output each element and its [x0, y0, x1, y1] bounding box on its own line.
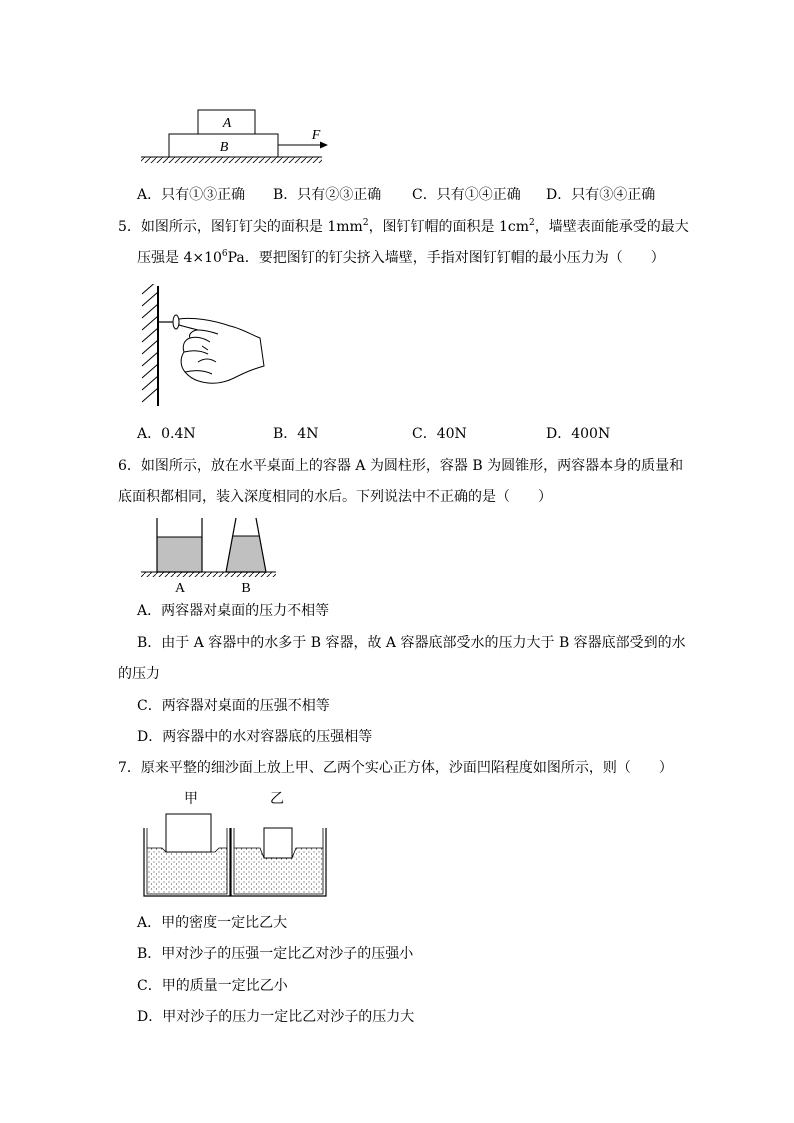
container-a-label: A [174, 581, 186, 596]
q4-option-a: A．只有①③正确 [137, 187, 246, 203]
q5-exponent: 6 [221, 249, 228, 259]
q5-stem-line1 [118, 217, 689, 237]
q6-option-c: C．两容器对桌面的压强不相等 [137, 698, 330, 714]
q7-option-c: C．甲的质量一定比乙小 [137, 978, 288, 994]
q5-option-a: A．0.4N [137, 426, 196, 442]
force-label: F [311, 128, 321, 143]
q4-option-d: D．只有③④正确 [546, 187, 656, 203]
q4-option-c: C．只有①④正确 [412, 187, 521, 203]
hand-drawing [179, 318, 264, 383]
table-hatch [141, 572, 276, 577]
cube-jia [166, 814, 211, 852]
q5-text: 压强是 4×10 [137, 250, 222, 266]
q5-text: Pa．要把图钉的钉尖挤入墙壁，手指对图钉钉帽的最小压力为（ ） [227, 250, 665, 266]
container-b-label: B [241, 581, 251, 596]
q6-option-d: D．两容器中的水对容器底的压强相等 [137, 729, 373, 745]
q5-exponent: 2 [529, 218, 535, 228]
q6-option-a: A．两容器对桌面的压力不相等 [137, 603, 330, 619]
cube-yi [264, 828, 292, 858]
q5-text: ，墙壁表面能承受的最大 [534, 219, 689, 235]
block-b-label: B [219, 140, 229, 155]
pin-head [173, 315, 179, 329]
container-a-water [157, 537, 202, 572]
q5-option-b: B．4N [273, 426, 319, 442]
blocks-force-figure [138, 104, 334, 170]
ground-hatch [141, 157, 322, 163]
block-a-label: A [222, 116, 232, 131]
cube-yi-label: 乙 [270, 791, 284, 807]
q4-option-b: B．只有②③正确 [273, 187, 382, 203]
q6-stem-line1: 6．如图所示，放在水平桌面上的容器 A 为圆柱形，容器 B 为圆锥形，两容器本身的质量和 [118, 458, 684, 474]
q7-option-b: B．甲对沙子的压强一定比乙对沙子的压强小 [137, 946, 414, 962]
wall-hatch [142, 284, 158, 402]
q7-stem-line1: 7．原来平整的细沙面上放上甲、乙两个实心正方体，沙面凹陷程度如图所示，则（ ） [118, 760, 673, 776]
q6-option-b-line1: B．由于 A 容器中的水多于 B 容器，故 A 容器底部受水的压力大于 B 容器底部受到的水 [137, 635, 686, 651]
sand-cubes-figure [138, 786, 334, 898]
q5-option-c: C．40N [412, 426, 467, 442]
q5-option-d: D．400N [546, 426, 611, 442]
q5-text: 5．如图所示，图钉钉尖的面积是 1mm [118, 219, 363, 235]
q7-option-d: D．甲对沙子的压力一定比乙对沙子的压力大 [137, 1009, 415, 1025]
force-arrowhead [320, 142, 328, 149]
q5-exponent: 2 [362, 218, 369, 228]
cube-jia-label: 甲 [184, 791, 198, 807]
thumbtack-wall-figure [138, 284, 270, 410]
sand-left [147, 848, 227, 894]
q6-option-b-line2: 的压力 [118, 666, 160, 682]
q6-stem-line2: 底面积都相同，装入深度相同的水后。下列说法中不正确的是（ ） [118, 489, 552, 505]
containers-figure [138, 514, 280, 598]
q5-text: ，图钉钉帽的面积是 1cm [368, 219, 530, 235]
q7-option-a: A．甲的密度一定比乙大 [137, 915, 288, 931]
q5-stem-line2 [137, 248, 665, 268]
